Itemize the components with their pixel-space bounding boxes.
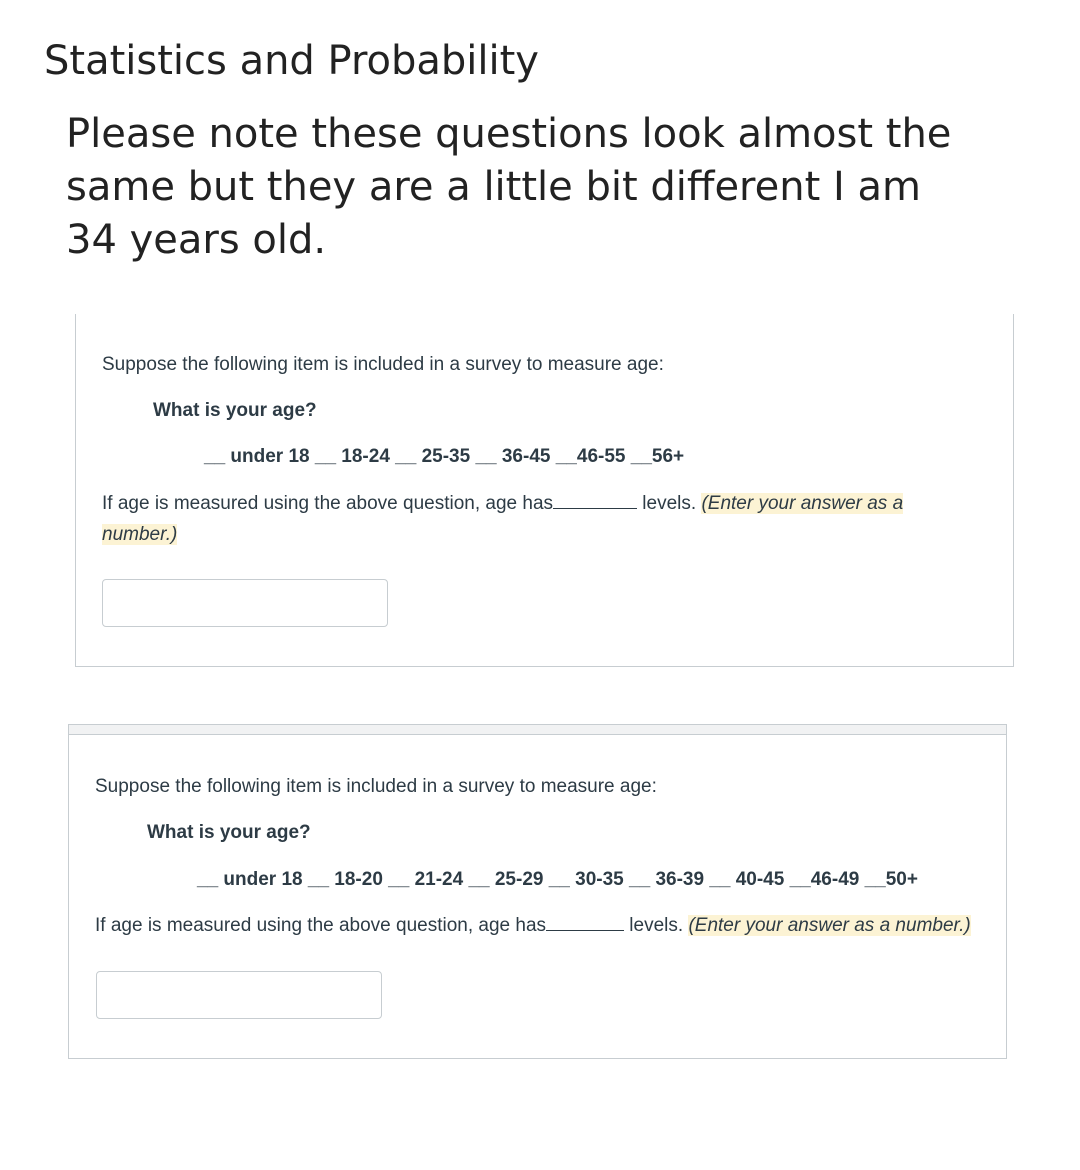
answer-input-2[interactable] — [96, 971, 382, 1019]
question-card-2 — [68, 724, 1007, 1059]
survey-item-label: What is your age? — [153, 400, 317, 421]
answer-hint: (Enter your answer as a number.) — [688, 915, 971, 936]
survey-item-label: What is your age? — [147, 822, 311, 843]
card-header-strip — [69, 725, 1006, 735]
prompt-text: If age is measured using the above question, age has — [95, 915, 547, 936]
question-intro: Suppose the following item is included in a survey to measure age: — [95, 776, 657, 797]
question-note: Please note these questions look almost the same but they are a little bit different I am 34 years old. — [66, 111, 952, 263]
question-intro: Suppose the following item is included in a survey to measure age: — [102, 354, 664, 375]
prompt-levels-text: levels. — [637, 493, 702, 514]
question-card-1 — [75, 314, 1014, 667]
levels-prompt — [102, 488, 932, 550]
answer-input-1[interactable] — [102, 579, 388, 627]
subject-title: Statistics and Probability — [44, 38, 539, 84]
answer-blank — [546, 912, 624, 931]
age-options: __ under 18 __ 18-20 __ 21-24 __ 25-29 __ 30-35 __ 36-39 __ 40-45 __46-49 __50+ — [197, 869, 918, 890]
age-options: __ under 18 __ 18-24 __ 25-35 __ 36-45 __46-55 __56+ — [204, 446, 685, 467]
answer-blank — [553, 490, 637, 509]
prompt-levels-text: levels. — [624, 915, 689, 936]
prompt-text: If age is measured using the above question, age has — [102, 493, 554, 514]
levels-prompt — [95, 910, 995, 941]
answer-hint: (Enter your answer as a number.) — [102, 493, 904, 545]
